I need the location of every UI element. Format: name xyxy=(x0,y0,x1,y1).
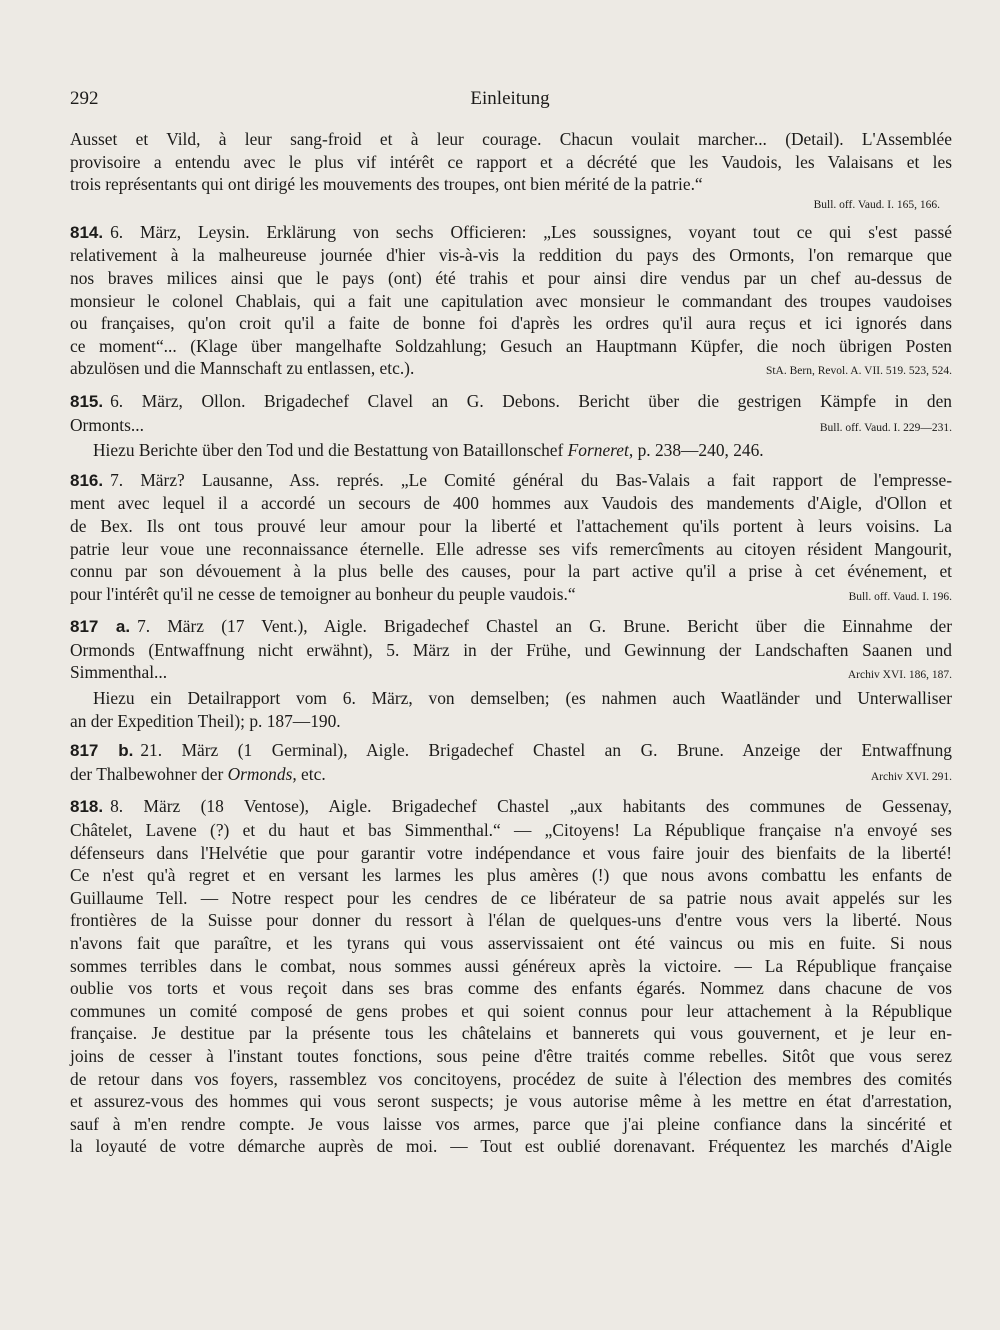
text-line: de Bex. Ils ont tous prouvé leur amour pour la liberté et l'attachement qu'ils portent à leurs voisins. La xyxy=(70,515,952,536)
text-line: défenseurs dans l'Helvétie que pour garantir votre indépendance et vous faire jouir des bienfaits de la liberté! xyxy=(70,842,952,863)
text-line: 7. März (17 Vent.), Aigle. Brigadechef Chastel an G. Brune. Bericht über die Einnahme der xyxy=(137,616,952,637)
text-segment: etc. xyxy=(301,763,326,784)
entry-number: 814. xyxy=(70,222,104,242)
entry-note xyxy=(70,439,952,462)
text-line: ou françaises, qu'on croit qu'il a faite de bonne foi d'après les ordres qu'il aura reçus et ici ignorés dans xyxy=(70,313,952,334)
text-line: 8. März (18 Ventose), Aigle. Brigadechef Chastel „aux habitants des communes de Gessenay, xyxy=(110,796,952,817)
text-line: Ormonts... xyxy=(70,414,144,435)
running-head: Einleitung xyxy=(470,88,550,109)
entry-818 xyxy=(70,795,952,1158)
entry-note: an der Expedition Theil); p. 187—190. xyxy=(70,710,341,731)
entry-note: Hiezu ein Detailrapport vom 6. März, von demselben; (es nahmen auch Waatländer und Unterwalliser xyxy=(93,688,952,709)
entry-817a xyxy=(70,615,952,732)
intro-paragraph xyxy=(70,128,952,214)
text-line: 21. März (1 Germinal), Aigle. Brigadechef Chastel an G. Brune. Anzeige der Entwaffnung xyxy=(140,740,952,761)
text-line xyxy=(70,763,326,786)
source-citation: Archiv XVI. 291. xyxy=(870,770,952,783)
text-line: la loyauté de votre démarche auprès de moi. — Tout est oublié dorenavant. Fréquentez les marchés d'Aigle xyxy=(70,1136,952,1157)
text-line: nos braves milices ainsi que le pays (ont) été trahis et pour ainsi dire vendus par un chef au-dessus de xyxy=(70,267,952,288)
text-line: Simmenthal... xyxy=(70,662,168,683)
source-citation: Bull. off. Vaud. I. 196. xyxy=(848,590,952,603)
source-citation: Archiv XVI. 186, 187. xyxy=(847,669,952,682)
entry-number: 817 b. xyxy=(70,741,134,761)
text-line: sommes terribles dans le combat, nous sommes aussi généreux après la victoire. — La République française xyxy=(70,955,952,976)
text-line: Ormonds (Entwaffnung nicht erwähnt), 5. März in der Frühe, und Gewinnung der Landschaften Saanen und xyxy=(70,639,952,660)
text-line: Ausset et Vild, à leur sang-froid et à leur courage. Chacun voulait marcher... (Detail). L'Assemblée xyxy=(70,129,952,149)
italic-name: Ormonds, xyxy=(227,763,297,784)
entry-number: 816. xyxy=(70,470,104,490)
text-line: française. Je destitue par la présente tous les châtelains et bannerets qui vous gouvernent, et je leur en- xyxy=(70,1023,952,1044)
entry-number: 815. xyxy=(70,391,104,411)
text-line: joins de cesser à l'instant toutes fonctions, sous peine d'être traités comme rebelles. Sitôt que vous serez xyxy=(70,1045,952,1066)
text-line: Guillaume Tell. — Notre respect pour les cendres de ce libérateur de sa patrie nous avait appelés sur les xyxy=(70,887,952,908)
italic-name: Forneret, xyxy=(567,440,634,461)
text-line: de retour dans vos foyers, rassemblez vos concitoyens, procédez de suite à l'élection des membres des comités xyxy=(70,1068,952,1089)
text-line: connu par son dévouement à la plus belle des causes, pour la part active qu'il a prise à cet événement, et xyxy=(70,561,952,582)
text-line: relativement à la malheureuse journée d'hier vis-à-vis la reddition du pays des Ormonts, l'on remarque que xyxy=(70,245,952,266)
source-citation: StA. Bern, Revol. A. VII. 519. 523, 524. xyxy=(765,365,952,378)
text-line: ment avec lequel il a accordé un secours de 400 hommes aux Vaudois des mandements d'Aigle, d'Ollon et xyxy=(70,493,952,514)
source-citation: Bull. off. Vaud. I. 229—231. xyxy=(819,421,952,434)
text-line: monsieur le colonel Chablais, qui a fait une capitulation avec monsieur le commandant des troupes vaudoises xyxy=(70,290,952,311)
entry-number: 818. xyxy=(70,797,104,817)
entry-815 xyxy=(70,390,952,462)
text-line: oublie vos torts et vous reçoit dans ses bras comme des enfants égarés. Nommez dans chacune de vos xyxy=(70,978,952,999)
text-line: abzulösen und die Mannschaft zu entlassen, etc.). xyxy=(70,358,415,379)
text-line: 7. März? Lausanne, Ass. représ. „Le Comité général du Bas-Valais a fait rapport de l'empresse- xyxy=(110,469,952,490)
text-segment: der Thalbewohner der xyxy=(70,763,224,784)
page-header xyxy=(70,88,950,114)
text-line: n'avons fait que paraître, et les tyrans qui vous asservissaient ont été vaincus ou mis en fuite. Si nous xyxy=(70,933,952,953)
text-line: et assurez-vous des hommes qui vous seront suspects; je vous autorise même à les mettre en état d'arrestation, xyxy=(70,1091,952,1112)
text-line: patrie leur voue une reconnaissance éternelle. Elle adresse ses vifs remercîments au citoyen résident Mangourit, xyxy=(70,538,952,559)
note-text: p. 238—240, 246. xyxy=(637,440,764,461)
entry-814 xyxy=(70,221,952,383)
entry-number: 817 a. xyxy=(70,617,131,637)
source-citation: Bull. off. Vaud. I. 165, 166. xyxy=(813,198,940,211)
text-line: pour l'intérêt qu'il ne cesse de temoigner au bonheur du peuple vaudois.“ xyxy=(70,583,576,604)
entry-816 xyxy=(70,469,952,609)
text-line: frontières de la Suisse pour donner du ressort à l'élan de quelques-uns d'entre vous vers la liberté. Nous xyxy=(70,910,952,931)
body-text xyxy=(70,128,952,1158)
text-line: 6. März, Ollon. Brigadechef Clavel an G. Debons. Bericht über die gestrigen Kämpfe in den xyxy=(110,390,952,411)
note-text: Hiezu Berichte über den Tod und die Bestattung von Bataillonschef xyxy=(93,440,564,461)
text-line: sauf à m'en rendre compte. Je vous laisse vos armes, parce que j'ai pleine confiance dans la sincérité et xyxy=(70,1113,952,1134)
text-line: Ce n'est qu'à regret et en versant les larmes les plus amères (!) que nous avons combattu les enfants de xyxy=(70,865,952,886)
page-number: 292 xyxy=(70,88,99,109)
text-line: trois représentants qui ont dirigé les mouvements des troupes, ont bien mérité de la patrie.“ xyxy=(70,174,703,195)
text-line: 6. März, Leysin. Erklärung von sechs Officieren: „Les soussignes, voyant tout ce qui s'est passé xyxy=(110,221,952,242)
text-line: ce moment“... (Klage über mangelhafte Soldzahlung; Gesuch an Hauptmann Küpfer, die noch übrigen Posten xyxy=(70,335,952,356)
text-line: communes un comité composé de gens probes et qui soient connus pour leur attachement à la République xyxy=(70,1000,952,1021)
text-line: Châtelet, Lavene (?) et du haut et bas Simmenthal.“ — „Citoyens! La République française n'a envoyé ses xyxy=(70,820,952,841)
text-line: provisoire a entendu avec le plus vif intérêt ce rapport et a décrété que les Vaudois, les Valaisans et les xyxy=(70,151,952,172)
entry-817b xyxy=(70,739,952,788)
